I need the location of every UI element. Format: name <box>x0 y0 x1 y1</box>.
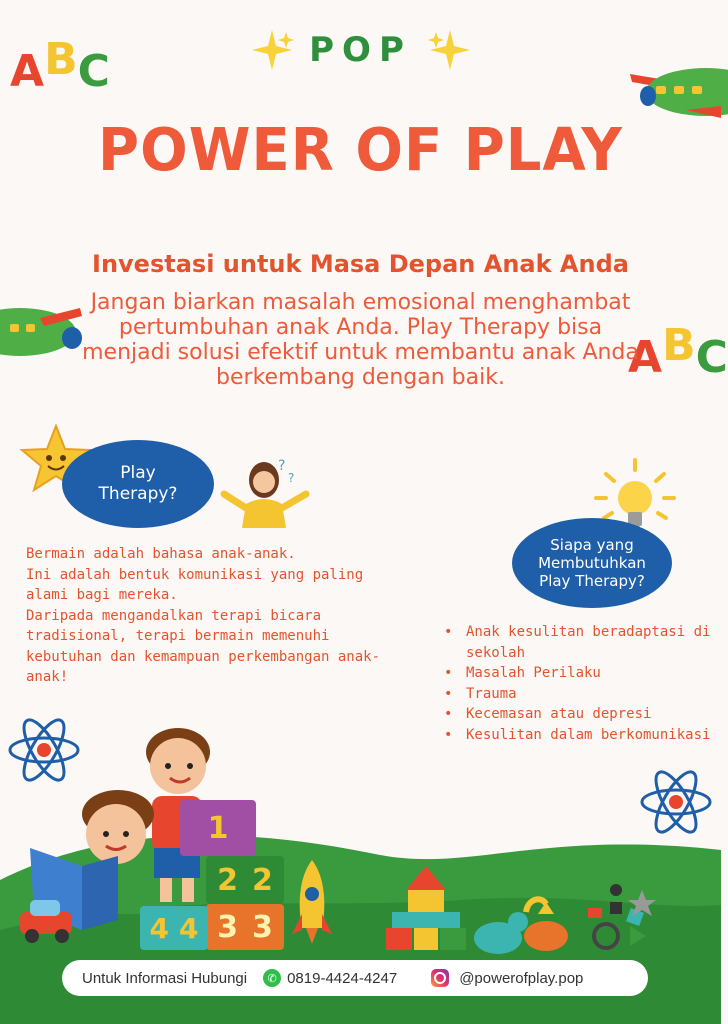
list-item: • Trauma <box>440 684 715 705</box>
brand-pop: POP <box>309 30 412 70</box>
block-digit: 4 <box>149 911 169 945</box>
number-block <box>180 800 256 856</box>
atom-icon <box>636 764 716 840</box>
block-digit: 4 <box>179 911 199 945</box>
abc-letter-c: C <box>77 46 110 97</box>
dinosaur-toys-icon <box>468 892 578 960</box>
block-digit: 3 <box>252 909 273 945</box>
list-item: • Masalah Perilaku <box>440 663 715 684</box>
contact-footer <box>62 960 648 996</box>
left-paragraph <box>26 544 381 688</box>
rocket-icon <box>290 858 334 946</box>
footer-instagram[interactable]: @powerofplay.pop <box>459 969 584 987</box>
abc-logo-right <box>628 320 728 383</box>
abc-letter-c: C <box>695 332 728 383</box>
block-digit: 2 <box>252 862 273 898</box>
list-item: • Anak kesulitan beradaptasi di sekolah <box>440 622 715 663</box>
airplane-icon <box>626 56 721 122</box>
number-block <box>206 904 284 950</box>
block-digit: 1 <box>207 810 229 846</box>
whatsapp-icon: ✆ <box>263 969 281 987</box>
number-block <box>140 906 208 950</box>
list-item: • Kesulitan dalam berkomunikasi <box>440 725 715 746</box>
abc-letter-a: A <box>628 332 663 383</box>
bubble-play-therapy <box>62 440 214 528</box>
bubble-who-needs-text: Siapa yang Membutuhkan Play Therapy? <box>538 536 646 590</box>
bubble-who-needs <box>512 518 672 608</box>
intro-text: Jangan biarkan masalah emosional menghambat pertumbuhan anak Anda. Play Therapy bisa menjadi solusi efektif untuk membantu anak Anda berkembang dengan baik. <box>82 290 639 390</box>
list-item: • Kecemasan atau depresi <box>440 704 715 725</box>
thinking-girl-illustration <box>218 456 314 528</box>
svg-text:?: ? <box>288 471 295 485</box>
left-paragraph-line: Daripada mengandalkan terapi bicara tradisional, terapi bermain memenuhi kebutuhan dan kemampuan perkembangan anak-anak! <box>26 607 381 685</box>
page-title: POWER OF PLAY <box>98 116 623 185</box>
svg-text:?: ? <box>278 458 286 474</box>
instagram-icon <box>431 969 449 987</box>
airplane-icon <box>0 300 86 364</box>
footer-label: Untuk Informasi Hubungi <box>82 969 248 987</box>
abc-letter-b: B <box>44 34 78 85</box>
block-digit: 2 <box>217 862 238 898</box>
shape-sorter-icon <box>580 880 660 956</box>
left-paragraph-line: Bermain adalah bahasa anak-anak. <box>26 546 296 562</box>
subtitle: Investasi untuk Masa Depan Anak Anda <box>92 250 629 278</box>
abc-letter-a: A <box>10 46 45 97</box>
bubble-play-therapy-text: Play Therapy? <box>98 463 178 504</box>
number-block <box>206 856 284 904</box>
left-paragraph-line: Ini adalah bentuk komunikasi yang paling alami bagi mereka. <box>26 566 364 603</box>
abc-letter-b: B <box>662 320 696 371</box>
block-digit: 3 <box>217 909 238 945</box>
toy-blocks-icon <box>386 864 466 956</box>
footer-phone[interactable]: 0819-4424-4247 <box>287 969 398 987</box>
abc-logo-top-left <box>10 34 110 97</box>
needs-list <box>440 622 715 745</box>
